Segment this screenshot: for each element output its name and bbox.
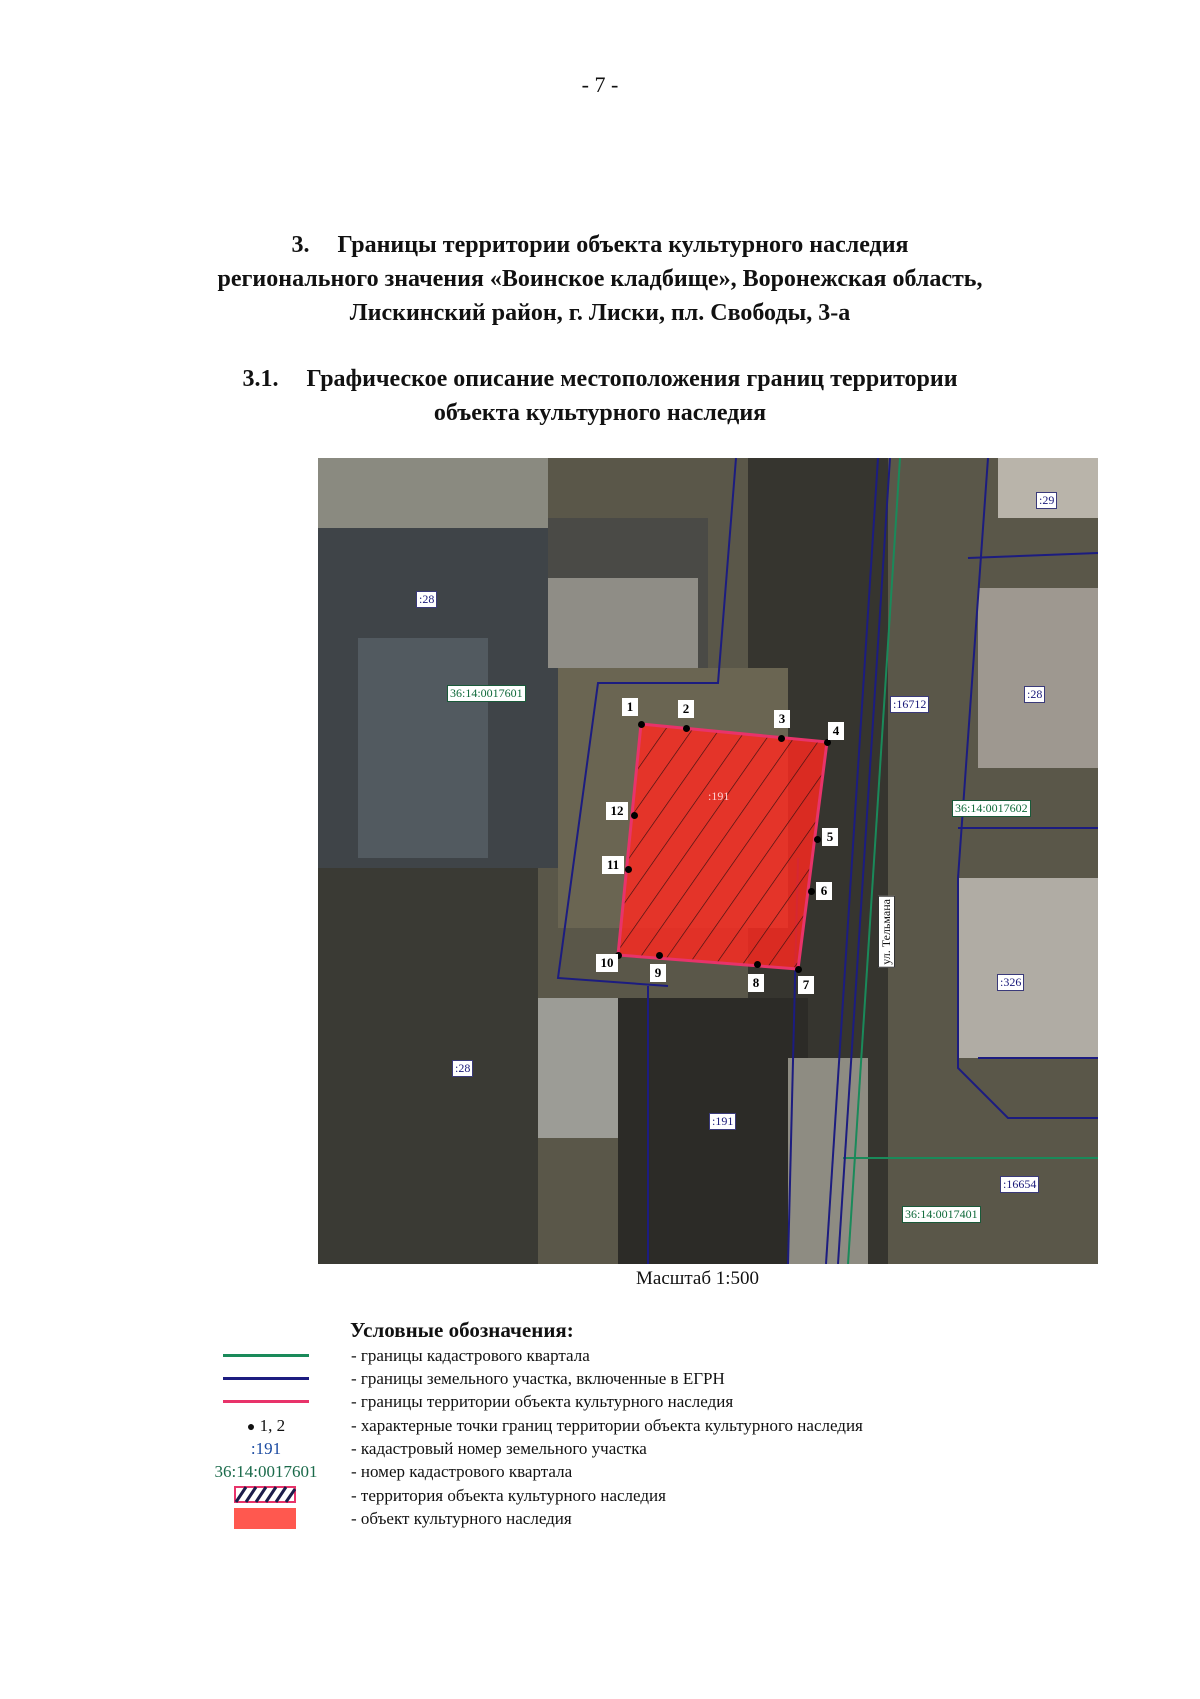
boundary-point-dot	[631, 812, 638, 819]
legend-symbol	[186, 1484, 336, 1507]
boundary-point-dot	[778, 735, 785, 742]
building-roof	[318, 458, 548, 528]
section-3-number: 3.	[291, 232, 310, 258]
pink-line-icon	[223, 1400, 309, 1403]
dot-icon: ●	[246, 1420, 256, 1435]
legend-symbol	[186, 1460, 336, 1483]
legend-item-heritage-territory	[186, 1484, 1186, 1507]
building-roof	[548, 578, 698, 668]
point-label-9: 9	[650, 964, 666, 982]
legend-symbol	[186, 1390, 336, 1413]
building-roof	[978, 588, 1098, 768]
legend-item-quarter-number	[186, 1460, 1186, 1483]
red-fill-icon	[234, 1508, 296, 1529]
point-label-2: 2	[678, 700, 694, 718]
page-number: - 7 -	[581, 72, 619, 97]
point-label-3: 3	[774, 710, 790, 728]
legend-item-quarter-boundary	[186, 1344, 1186, 1367]
hatch-icon	[234, 1486, 296, 1503]
parcel-label-16712: :16712	[890, 696, 929, 713]
section-3-heading	[0, 228, 1200, 330]
building-roof	[958, 878, 1098, 1058]
building-roof	[998, 458, 1098, 518]
building-roof	[358, 638, 488, 858]
parcel-label-28-top: :28	[416, 591, 437, 608]
legend-symbol	[186, 1367, 336, 1390]
section-3-1-heading	[0, 362, 1200, 430]
parcel-label-29: :29	[1036, 492, 1057, 509]
legend-item-points	[186, 1414, 1186, 1437]
point-label-6: 6	[816, 882, 832, 900]
green-line-icon	[223, 1354, 309, 1357]
blue-line-icon	[223, 1377, 309, 1380]
legend-symbol	[186, 1414, 336, 1437]
parcel-number-symbol: :191	[250, 1439, 282, 1458]
map-graphics	[318, 458, 1098, 1264]
parcel-label-326: :326	[997, 974, 1024, 991]
point-label-4: 4	[828, 722, 844, 740]
point-label-10: 10	[596, 954, 618, 972]
parcel-label-28-bottom: :28	[452, 1060, 473, 1077]
trees	[618, 998, 808, 1264]
quarter-label-17401: 36:14:0017401	[902, 1206, 981, 1223]
boundary-point-dot	[814, 836, 821, 843]
legend-symbol	[186, 1344, 336, 1367]
trees	[318, 868, 538, 1264]
point-label-8: 8	[748, 974, 764, 992]
boundary-point-dot	[795, 966, 802, 973]
boundary-point-dot	[808, 888, 815, 895]
point-symbol: ● 1, 2	[246, 1416, 286, 1435]
section-3-title-line-1: 3. Границы территории объекта культурного наследия	[0, 228, 1200, 262]
point-label-11: 11	[602, 856, 624, 874]
legend-text: - границы земельного участка, включенные в ЕГРН	[351, 1369, 725, 1388]
parcel-label-191: :191	[709, 1113, 736, 1130]
legend-text: - кадастровый номер земельного участка	[351, 1439, 647, 1458]
point-label-12: 12	[606, 802, 628, 820]
point-label-7: 7	[798, 976, 814, 994]
section-3-title-line-3: Лискинский район, г. Лиски, пл. Свободы, 3-а	[349, 300, 851, 326]
legend-text: - территория объекта культурного наследия	[351, 1486, 666, 1505]
boundary-point-dot	[683, 725, 690, 732]
legend-item-heritage-object	[186, 1507, 1186, 1530]
boundary-point-dot	[625, 866, 632, 873]
point-label-1: 1	[622, 698, 638, 716]
point-label-5: 5	[822, 828, 838, 846]
map-scale-text: Масштаб 1:500	[636, 1268, 760, 1289]
legend-text: - границы территории объекта культурного наследия	[351, 1392, 734, 1411]
section-3-1-number: 3.1.	[242, 366, 279, 392]
section-3-1-title-line-2: объекта культурного наследия	[433, 400, 767, 426]
legend-text: - объект культурного наследия	[351, 1509, 572, 1528]
legend-symbol	[186, 1507, 336, 1530]
legend-symbol	[186, 1437, 336, 1460]
boundary-point-dot	[656, 952, 663, 959]
section-3-1-title-line-1: 3.1. Графическое описание местоположения границ территории	[0, 362, 1200, 396]
boundary-point-dot	[824, 739, 831, 746]
section-3-title-line-2: регионального значения «Воинское кладбище», Воронежская область,	[217, 266, 983, 292]
legend-item-parcel-boundary	[186, 1367, 1186, 1390]
quarter-label-17601: 36:14:0017601	[447, 685, 526, 702]
quarter-number-symbol: 36:14:0017601	[214, 1462, 318, 1481]
legend-text: - характерные точки границ территории объекта культурного наследия	[351, 1416, 863, 1435]
quarter-label-17602: 36:14:0017602	[952, 800, 1031, 817]
boundary-point-dot	[754, 961, 761, 968]
street-label-telmana: ул. Тельмана	[878, 896, 895, 968]
cadastral-map	[318, 458, 1098, 1264]
parcel-label-16654: :16654	[1000, 1176, 1039, 1193]
legend-title: Условные обозначения:	[350, 1318, 574, 1342]
legend-item-heritage-boundary	[186, 1390, 1186, 1413]
parcel-label-191-object: :191	[708, 789, 730, 803]
legend-item-parcel-number	[186, 1437, 1186, 1460]
legend-text: - номер кадастрового квартала	[351, 1462, 573, 1481]
legend-text: - границы кадастрового квартала	[351, 1346, 590, 1365]
boundary-point-dot	[638, 721, 645, 728]
parcel-label-28-right: :28	[1024, 686, 1045, 703]
